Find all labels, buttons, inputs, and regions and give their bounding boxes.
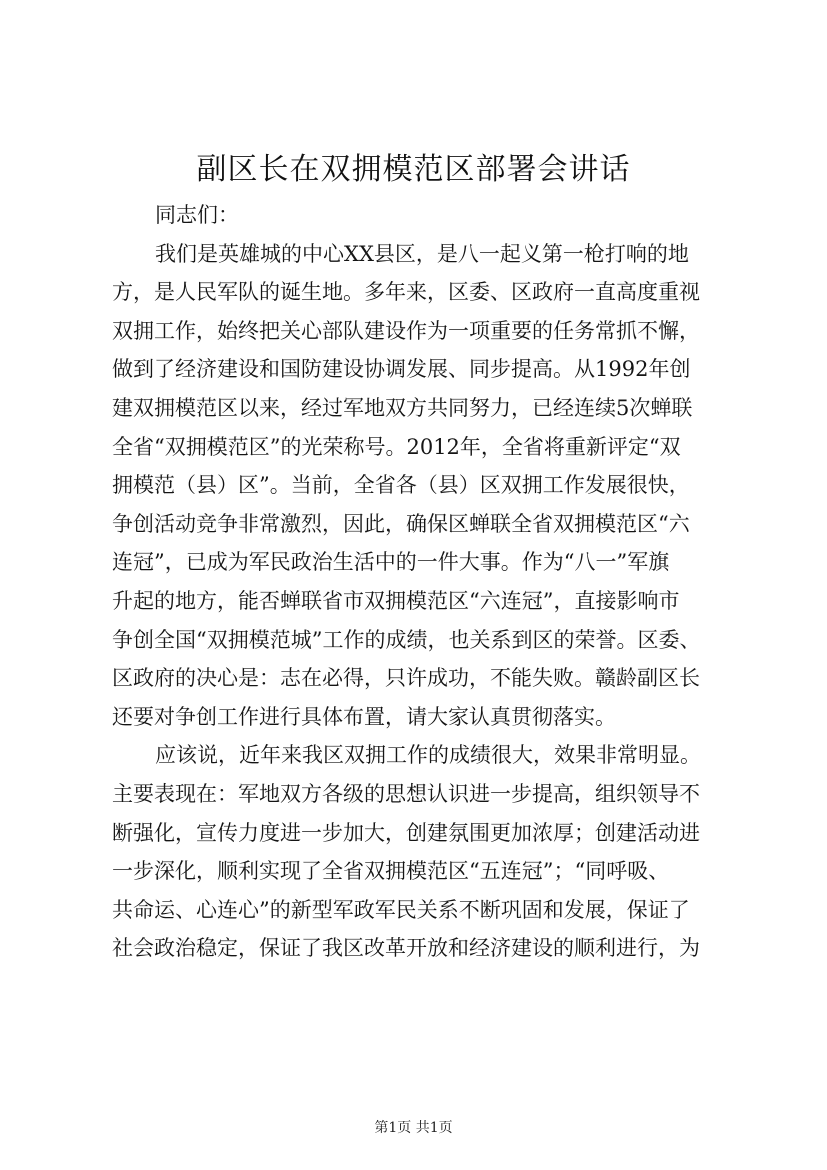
paragraph-line: 连冠”，已成为军民政治生活中的一件大事。作为“八一”军旗 [112,550,670,575]
paragraph-line: 还要对争创工作进行具体布置，请大家认真贯彻落实。 [112,704,616,729]
paragraph-line: 建双拥模范区以来，经过军地双方共同努力，已经连续5次蝉联 [112,395,693,420]
paragraph-line: 双拥工作，始终把关心部队建设作为一项重要的任务常抓不懈， [112,318,700,343]
paragraph-line: 断强化，宣传力度进一步加大，创建氛围更加浓厚；创建活动进 [112,820,700,845]
paragraph-2 [112,736,724,968]
paragraph-line: 一步深化，顺利实现了全省双拥模范区“五连冠”；“同呼吸、 [112,859,670,884]
document-title: 副区长在双拥模范区部署会讲话 [196,152,631,187]
paragraph-line: 方，是人民军队的诞生地。多年来，区委、区政府一直高度重视 [112,280,700,305]
salutation: 同志们： [155,203,239,227]
paragraph-line: 拥模范（县）区”。当前，全省各（县）区双拥工作发展很快， [112,473,690,498]
paragraph-1 [112,235,724,737]
paragraph-line: 争创活动竞争非常激烈，因此，确保区蝉联全省双拥模范区“六 [112,511,690,536]
paragraph-line: 区政府的决心是：志在必得，只许成功，不能失败。赣龄副区长 [112,666,700,691]
paragraph-line: 共命运、心连心”的新型军政军民关系不断巩固和发展，保证了 [112,897,690,922]
page-footer: 第1页 共1页 [374,1120,453,1136]
paragraph-line: 升起的地方，能否蝉联省市双拥模范区“六连冠”，直接影响市 [112,588,680,613]
paragraph-line: 主要表现在：军地双方各级的思想认识进一步提高，组织领导不 [112,781,700,806]
paragraph-line: 社会政治稳定，保证了我区改革开放和经济建设的顺利进行，为 [112,936,700,961]
paragraph-line: 争创全国“双拥模范城”工作的成绩，也关系到区的荣誉。区委、 [112,627,701,652]
paragraph-line: 做到了经济建设和国防建设协调发展、同步提高。从1992年创 [112,357,691,382]
paragraph-line: 全省“双拥模范区”的光荣称号。2012年，全省将重新评定“双 [112,434,681,459]
paragraph-line: 应该说，近年来我区双拥工作的成绩很大，效果非常明显。 [155,743,701,768]
paragraph-line: 我们是英雄城的中心XX县区，是八一起义第一枪打响的地 [155,241,689,266]
document-body [112,196,724,968]
